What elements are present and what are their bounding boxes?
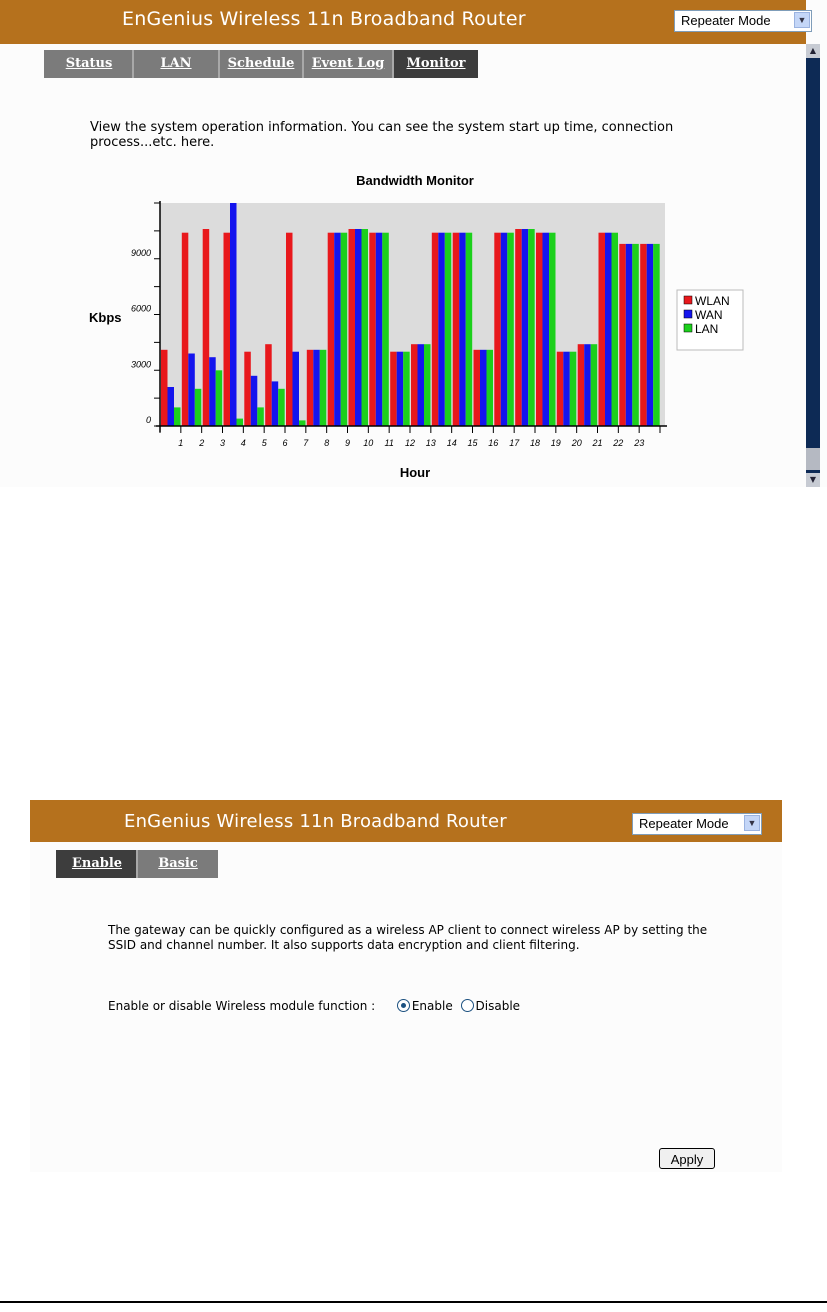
monitor-screenshot bbox=[0, 0, 827, 487]
bar-lan-12 bbox=[424, 344, 431, 426]
bar-wlan-11 bbox=[390, 352, 397, 426]
bar-wan-8 bbox=[334, 233, 341, 426]
bar-lan-13 bbox=[445, 233, 452, 426]
bar-lan-8 bbox=[341, 233, 348, 426]
apply-button[interactable]: Apply bbox=[659, 1148, 715, 1169]
bar-wan-19 bbox=[563, 352, 570, 426]
bar-lan-10 bbox=[382, 233, 389, 426]
bar-wlan-18 bbox=[536, 233, 543, 426]
bar-wan-22 bbox=[626, 244, 633, 426]
mode-select-value: Repeater Mode bbox=[681, 13, 771, 28]
bar-wan-2 bbox=[209, 357, 216, 426]
bar-wlan-1 bbox=[182, 233, 189, 426]
bar-wlan-5 bbox=[265, 344, 272, 426]
bar-lan-16 bbox=[507, 233, 514, 426]
bar-wlan-0 bbox=[161, 350, 168, 426]
bar-wan-5 bbox=[272, 381, 279, 426]
bar-wlan-8 bbox=[328, 233, 335, 426]
bar-wan-23 bbox=[647, 244, 654, 426]
bar-wlan-7 bbox=[307, 350, 314, 426]
tab-monitor[interactable]: Monitor bbox=[392, 50, 478, 78]
wireless-enable-row bbox=[108, 999, 520, 1013]
bar-lan-1 bbox=[195, 389, 202, 426]
bar-wan-7 bbox=[313, 350, 320, 426]
bar-lan-2 bbox=[216, 370, 223, 426]
x-tick-label: 15 bbox=[467, 438, 478, 448]
bar-wan-9 bbox=[355, 229, 362, 426]
y-tick-label: 0 bbox=[145, 415, 151, 425]
bar-wan-18 bbox=[543, 233, 550, 426]
bar-wan-16 bbox=[501, 233, 508, 426]
tab-event-log[interactable]: Event Log bbox=[302, 50, 392, 78]
tab-schedule[interactable]: Schedule bbox=[218, 50, 302, 78]
y-tick-label: 3000 bbox=[130, 359, 151, 370]
page-description-2: The gateway can be quickly configured as a wireless AP client to connect wireless AP by setting the SSID and channel number. It also supports data encryption and client filtering. bbox=[108, 923, 708, 952]
bar-wan-1 bbox=[188, 354, 195, 427]
x-tick-label: 13 bbox=[425, 438, 436, 448]
bar-wlan-4 bbox=[244, 352, 251, 426]
header-bar-2 bbox=[30, 800, 782, 842]
bar-wlan-22 bbox=[619, 244, 626, 426]
x-tick-label: 3 bbox=[219, 438, 226, 448]
enable-option-label: Enable bbox=[411, 999, 453, 1013]
mode-select-2[interactable] bbox=[632, 813, 762, 835]
page-title: EnGenius Wireless 11n Broadband Router bbox=[122, 8, 526, 30]
x-tick-label: 11 bbox=[384, 438, 394, 448]
bar-wlan-21 bbox=[599, 233, 606, 426]
bar-wlan-15 bbox=[474, 350, 481, 426]
x-tick-label: 23 bbox=[634, 438, 645, 448]
bar-lan-21 bbox=[612, 233, 619, 426]
x-tick-label: 20 bbox=[571, 438, 582, 448]
bar-wan-17 bbox=[522, 229, 529, 426]
bar-wan-12 bbox=[418, 344, 425, 426]
bar-wan-3 bbox=[230, 203, 237, 426]
bar-wlan-12 bbox=[411, 344, 418, 426]
x-tick-label: 19 bbox=[550, 438, 561, 448]
bar-lan-22 bbox=[632, 244, 639, 426]
x-tick-label: 17 bbox=[509, 438, 520, 448]
chart-title: Bandwidth Monitor bbox=[356, 173, 474, 188]
scroll-up-icon[interactable]: ▲ bbox=[806, 44, 820, 58]
bar-wlan-9 bbox=[349, 229, 356, 426]
tab-lan[interactable]: LAN bbox=[132, 50, 218, 78]
enable-label: Enable or disable Wireless module function : bbox=[108, 999, 376, 1013]
x-tick-label: 6 bbox=[282, 438, 288, 448]
y-tick-label: 9000 bbox=[130, 247, 151, 258]
scrollbar-thumb[interactable] bbox=[806, 448, 820, 470]
bar-lan-11 bbox=[403, 352, 410, 426]
x-tick-label: 14 bbox=[446, 438, 457, 448]
bar-wlan-17 bbox=[515, 229, 522, 426]
bar-wan-6 bbox=[293, 352, 300, 426]
bar-lan-4 bbox=[257, 407, 264, 426]
x-axis-label: Hour bbox=[399, 465, 431, 480]
x-tick-label: 18 bbox=[529, 438, 541, 448]
bar-wan-15 bbox=[480, 350, 487, 426]
mode-select-value-2: Repeater Mode bbox=[639, 816, 729, 831]
bar-wlan-14 bbox=[453, 233, 460, 426]
legend-label-lan: LAN bbox=[695, 322, 719, 336]
bar-lan-15 bbox=[487, 350, 494, 426]
page-title-2: EnGenius Wireless 11n Broadband Router bbox=[124, 811, 507, 832]
x-tick-label: 7 bbox=[303, 438, 309, 448]
x-tick-label: 10 bbox=[363, 438, 374, 448]
bar-wan-13 bbox=[438, 233, 445, 426]
bar-wan-11 bbox=[397, 352, 404, 426]
bar-wlan-19 bbox=[557, 352, 564, 426]
bar-lan-3 bbox=[237, 419, 244, 426]
bar-wlan-2 bbox=[203, 229, 210, 426]
chevron-down-icon[interactable]: ▼ bbox=[744, 815, 760, 831]
bar-wan-0 bbox=[168, 387, 175, 426]
tab-basic[interactable]: Basic bbox=[136, 850, 218, 878]
legend-swatch-wan bbox=[684, 310, 692, 318]
bar-lan-5 bbox=[278, 389, 285, 426]
tab-enable[interactable]: Enable bbox=[56, 850, 136, 878]
bar-wlan-16 bbox=[494, 233, 501, 426]
bar-wan-10 bbox=[376, 233, 383, 426]
disable-radio[interactable] bbox=[461, 999, 474, 1012]
scroll-down-icon[interactable]: ▼ bbox=[806, 473, 820, 487]
vertical-scrollbar[interactable] bbox=[806, 44, 820, 487]
bar-wan-4 bbox=[251, 376, 257, 426]
bar-lan-6 bbox=[299, 420, 306, 426]
x-tick-label: 1 bbox=[178, 438, 184, 448]
x-tick-label: 8 bbox=[324, 438, 330, 448]
x-tick-label: 16 bbox=[488, 438, 499, 448]
page-description: View the system operation information. You can see the system start up time, connection process...etc. here. bbox=[90, 120, 674, 150]
tab-status[interactable]: Status bbox=[44, 50, 132, 78]
enable-radio[interactable] bbox=[397, 999, 410, 1012]
bar-lan-19 bbox=[570, 352, 577, 426]
bar-lan-17 bbox=[528, 229, 535, 426]
bar-lan-0 bbox=[174, 407, 181, 426]
bar-wan-14 bbox=[459, 233, 466, 426]
bar-wlan-23 bbox=[640, 244, 647, 426]
x-tick-label: 9 bbox=[344, 438, 351, 448]
page-divider bbox=[0, 1301, 827, 1303]
bar-lan-23 bbox=[653, 244, 660, 426]
y-tick-label: 6000 bbox=[130, 303, 151, 314]
legend-swatch-lan bbox=[684, 324, 692, 332]
bar-lan-9 bbox=[362, 229, 369, 426]
x-tick-label: 12 bbox=[404, 438, 416, 448]
chevron-down-icon[interactable]: ▼ bbox=[794, 12, 810, 28]
bar-wlan-10 bbox=[369, 233, 376, 426]
tab-bar-2 bbox=[56, 850, 218, 878]
bar-wlan-20 bbox=[578, 344, 585, 426]
disable-option-label: Disable bbox=[475, 999, 521, 1013]
x-tick-label: 5 bbox=[261, 438, 267, 448]
bar-lan-20 bbox=[591, 344, 598, 426]
bandwidth-chart bbox=[0, 0, 806, 487]
bar-wlan-13 bbox=[432, 233, 439, 426]
bar-wan-21 bbox=[605, 233, 612, 426]
bar-wan-20 bbox=[584, 344, 591, 426]
x-tick-label: 22 bbox=[613, 438, 624, 448]
bar-wlan-3 bbox=[224, 233, 231, 426]
x-tick-label: 21 bbox=[592, 438, 603, 448]
bar-lan-18 bbox=[549, 233, 556, 426]
chart-legend bbox=[677, 290, 743, 350]
x-tick-label: 2 bbox=[199, 438, 205, 448]
y-axis-label: Kbps bbox=[89, 310, 122, 325]
bar-lan-14 bbox=[466, 233, 473, 426]
legend-label-wlan: WLAN bbox=[695, 294, 730, 308]
bar-lan-7 bbox=[320, 350, 327, 426]
x-tick-label: 4 bbox=[240, 438, 246, 448]
legend-swatch-wlan bbox=[684, 296, 692, 304]
wireless-enable-screenshot bbox=[30, 800, 782, 1172]
bar-wlan-6 bbox=[286, 233, 293, 426]
legend-label-wan: WAN bbox=[695, 308, 723, 322]
